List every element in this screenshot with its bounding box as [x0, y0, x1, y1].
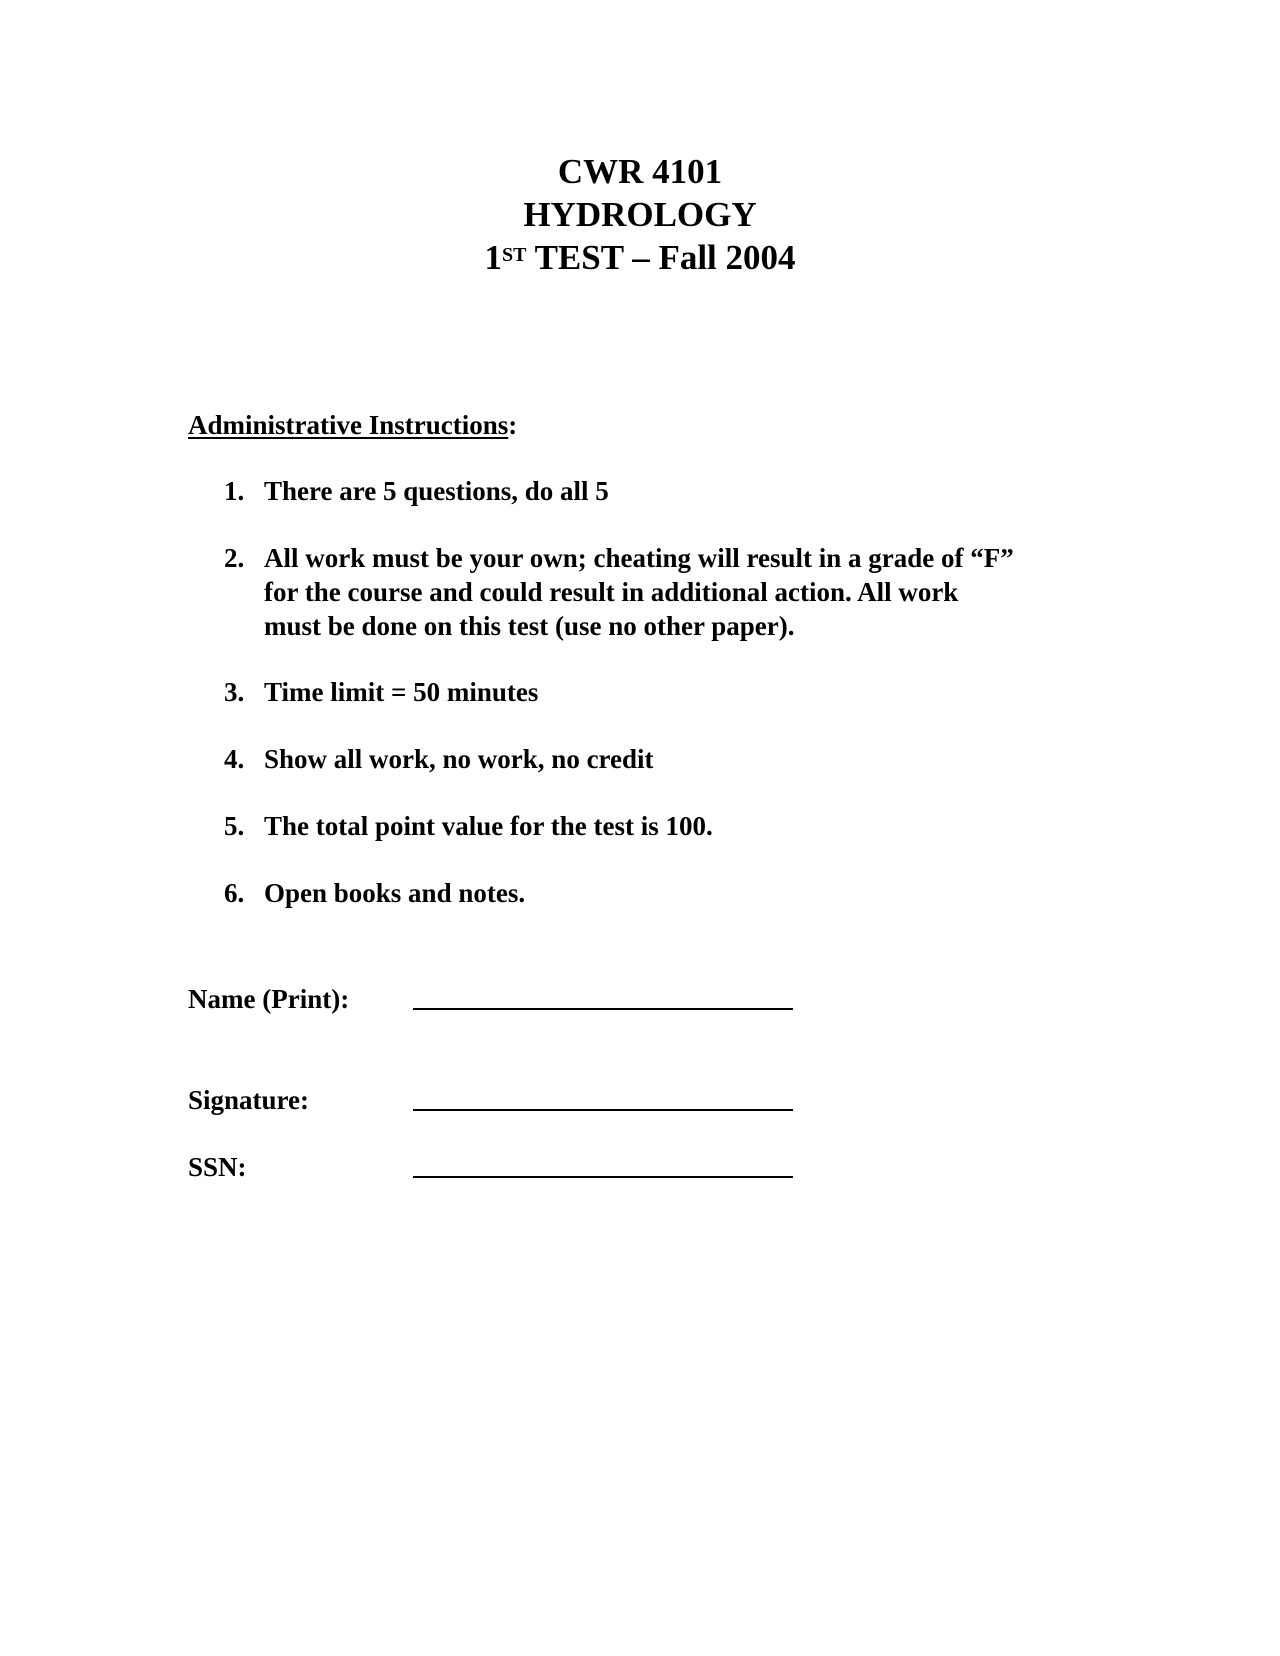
- instructions-heading-colon: :: [508, 410, 518, 440]
- name-field[interactable]: [413, 1008, 793, 1010]
- instructions-heading: [188, 408, 517, 442]
- instruction-text: Show all work, no work, no credit: [264, 744, 654, 774]
- name-label: Name (Print):: [188, 984, 350, 1014]
- instruction-number: 2.: [224, 543, 245, 573]
- instructions-heading-text: Administrative Instructions: [188, 410, 509, 440]
- signature-label: Signature:: [188, 1085, 310, 1115]
- test-name: [0, 236, 1280, 279]
- signature-field[interactable]: [413, 1109, 793, 1111]
- course-code: CWR 4101: [557, 152, 723, 191]
- instruction-number: 3.: [224, 677, 245, 707]
- instruction-text-line-3: must be done on this test (use no other paper).: [264, 611, 795, 641]
- instruction-text: Time limit = 50 minutes: [264, 677, 539, 707]
- instruction-item-4: [224, 742, 1084, 776]
- course-name: HYDROLOGY: [523, 195, 757, 234]
- ssn-label: SSN:: [188, 1152, 247, 1182]
- instruction-item-2: [224, 541, 1084, 643]
- instruction-text-line-2: for the course and could result in additional action. All work: [264, 577, 959, 607]
- instruction-number: 4.: [224, 744, 245, 774]
- ssn-field[interactable]: [413, 1176, 793, 1178]
- instruction-text: There are 5 questions, do all 5: [264, 476, 609, 506]
- instruction-text: Open books and notes.: [264, 878, 526, 908]
- instruction-item-1: [224, 474, 1084, 508]
- test-number: 1: [484, 238, 502, 277]
- instruction-text: The total point value for the test is 100.: [264, 811, 713, 841]
- instruction-item-6: [224, 876, 1084, 910]
- document-title: [0, 150, 1280, 279]
- instruction-item-5: [224, 809, 1084, 843]
- instruction-number: 5.: [224, 811, 245, 841]
- instruction-item-3: [224, 675, 1084, 709]
- test-number-suffix: ST: [501, 244, 527, 266]
- instruction-text-line-1: All work must be your own; cheating will result in a grade of “F”: [264, 543, 1014, 573]
- instruction-number: 6.: [224, 878, 245, 908]
- test-term: TEST – Fall 2004: [526, 238, 796, 277]
- instruction-number: 1.: [224, 476, 245, 506]
